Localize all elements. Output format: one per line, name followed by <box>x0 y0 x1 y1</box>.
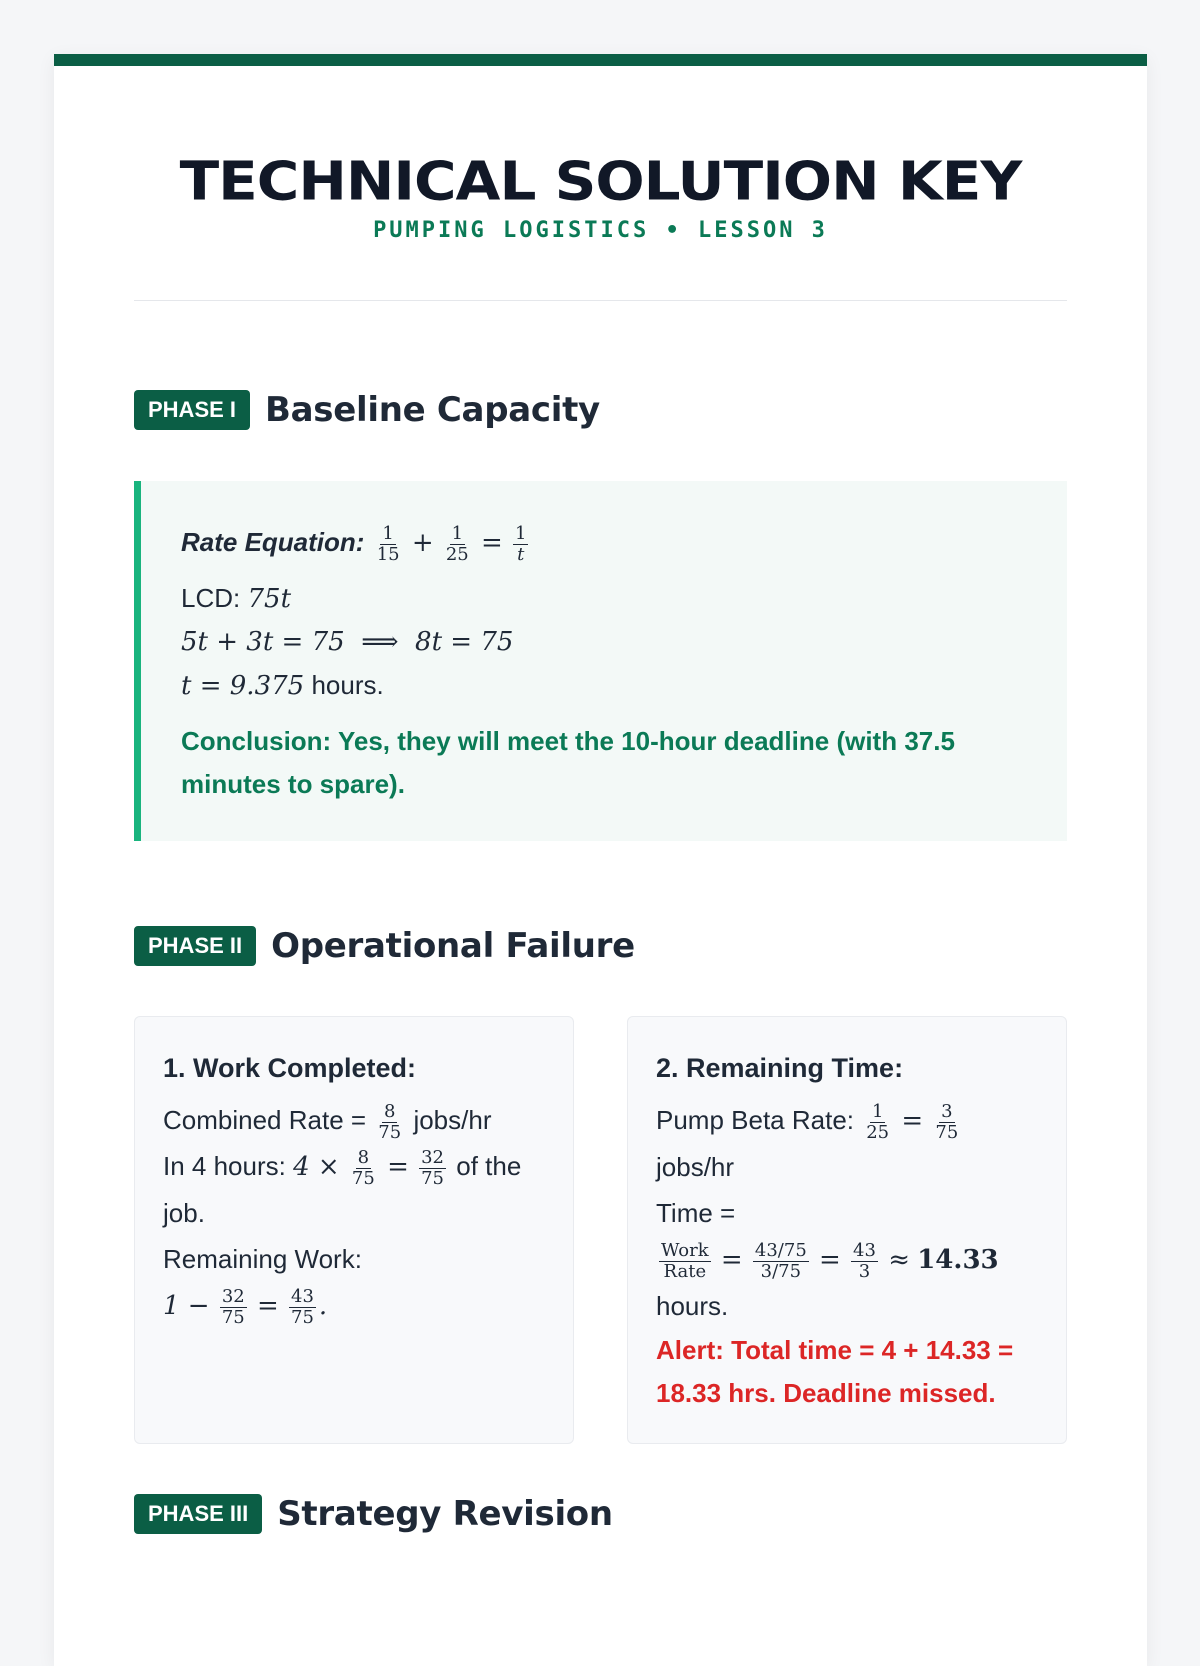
fraction: $\frac{8}{75}$ <box>351 1146 375 1189</box>
fraction: $\frac{43/75}{3/75}$ <box>754 1239 807 1282</box>
rate-equation-label: Rate Equation: <box>181 527 365 557</box>
step-2: t = 9.375 <box>181 671 305 701</box>
phase-2-badge: PHASE II <box>134 926 256 966</box>
remaining-work-line: 1 − $\frac{32}{75}$ = $\frac{43}{75}$ . <box>163 1285 328 1328</box>
document-subtitle: PUMPING LOGISTICS • LESSON 3 <box>373 218 828 243</box>
fraction: $\frac{43}{75}$ <box>291 1285 314 1328</box>
beta-rate-unit: jobs/hr <box>656 1152 735 1182</box>
fraction: $\frac{32}{75}$ <box>421 1146 444 1189</box>
combined-rate-line <box>163 1097 547 1143</box>
deadline-alert: Alert: Total time = 4 + 14.33 = 18.33 hrs. Deadline missed. <box>656 1335 1014 1408</box>
in-4-hours-factor: 4 × <box>293 1152 340 1182</box>
phase-3-header <box>134 1494 613 1534</box>
in-4-hours-line: In 4 hours: 4 × $\frac{8}{75}$ = $\frac{32}{75}$ of the job. <box>163 1146 522 1228</box>
combined-rate-label: Combined Rate = <box>163 1105 367 1135</box>
lcd-line <box>181 577 1027 621</box>
combined-rate-unit: jobs/hr <box>413 1105 492 1135</box>
remaining-time-card <box>627 1016 1067 1444</box>
fraction: $\frac{\text{Work}}{\text{Rate}}$ <box>661 1239 709 1282</box>
fraction: $\frac{1}{25}$ <box>866 1100 890 1143</box>
approx-symbol: ≈ <box>888 1245 910 1275</box>
time-label: Time = <box>656 1198 736 1228</box>
remaining-time-value: 14.33 <box>917 1245 999 1275</box>
time-equation-line: $\frac{\text{Work}}{\text{Rate}}$ = $\frac{43/75}{3/75}$ = $\frac{43}{3}$ ≈ 14.33 <box>661 1239 999 1282</box>
in-4-hours-tail: of the job. <box>163 1151 522 1228</box>
rate-equation-line: Rate Equation: $\frac{1}{15}$ + $\frac{1}{25}$ = $\frac{1}{t}$ <box>181 522 527 565</box>
lcd-value: 75t <box>247 584 292 614</box>
document-title: TECHNICAL SOLUTION KEY <box>179 149 1022 213</box>
fraction: $\frac{3}{75}$ <box>935 1100 959 1143</box>
fraction: $\frac{1}{25}$ <box>445 522 469 565</box>
solution-sheet <box>54 54 1147 1666</box>
time-unit: hours. <box>656 1291 729 1321</box>
header-divider <box>134 300 1067 301</box>
fraction: $\frac{1}{t}$ <box>515 522 527 565</box>
phase-1-callout <box>134 481 1067 841</box>
work-completed-card <box>134 1016 574 1444</box>
beta-rate-label: Pump Beta Rate: <box>656 1105 854 1135</box>
step-2-line <box>181 664 1027 708</box>
step-2-unit: hours. <box>311 670 384 700</box>
fraction: $\frac{8}{75}$ <box>378 1100 402 1143</box>
work-completed-title: 1. Work Completed: <box>163 1053 417 1083</box>
phase-1-title: Baseline Capacity <box>265 390 600 430</box>
phase-1-header <box>134 390 600 430</box>
phase-2-cards <box>134 1016 1067 1444</box>
phase-2-header <box>134 926 635 966</box>
in-4-hours-label: In 4 hours: <box>163 1151 286 1181</box>
phase-2-title: Operational Failure <box>271 926 635 966</box>
remaining-work-label: Remaining Work: <box>163 1244 362 1274</box>
beta-rate-line: Pump Beta Rate: $\frac{1}{25}$ = $\frac{3}{75}$ <box>656 1100 959 1143</box>
phase-1-badge: PHASE I <box>134 390 250 430</box>
fraction: $\frac{43}{3}$ <box>853 1239 876 1282</box>
remaining-time-title: 2. Remaining Time: <box>656 1053 904 1083</box>
fraction: $\frac{32}{75}$ <box>221 1285 245 1328</box>
phase-3-badge: PHASE III <box>134 1494 262 1534</box>
fraction: $\frac{1}{15}$ <box>376 522 400 565</box>
phase-1-conclusion: Conclusion: Yes, they will meet the 10-hour deadline (with 37.5 minutes to spare). <box>181 726 955 799</box>
remaining-work-one: 1 − <box>163 1291 210 1321</box>
step-1: 5t + 3t = 75 ⟹ 8t = 75 <box>181 627 514 657</box>
phase-3-title: Strategy Revision <box>277 1494 613 1534</box>
lcd-label: LCD: <box>181 583 241 613</box>
